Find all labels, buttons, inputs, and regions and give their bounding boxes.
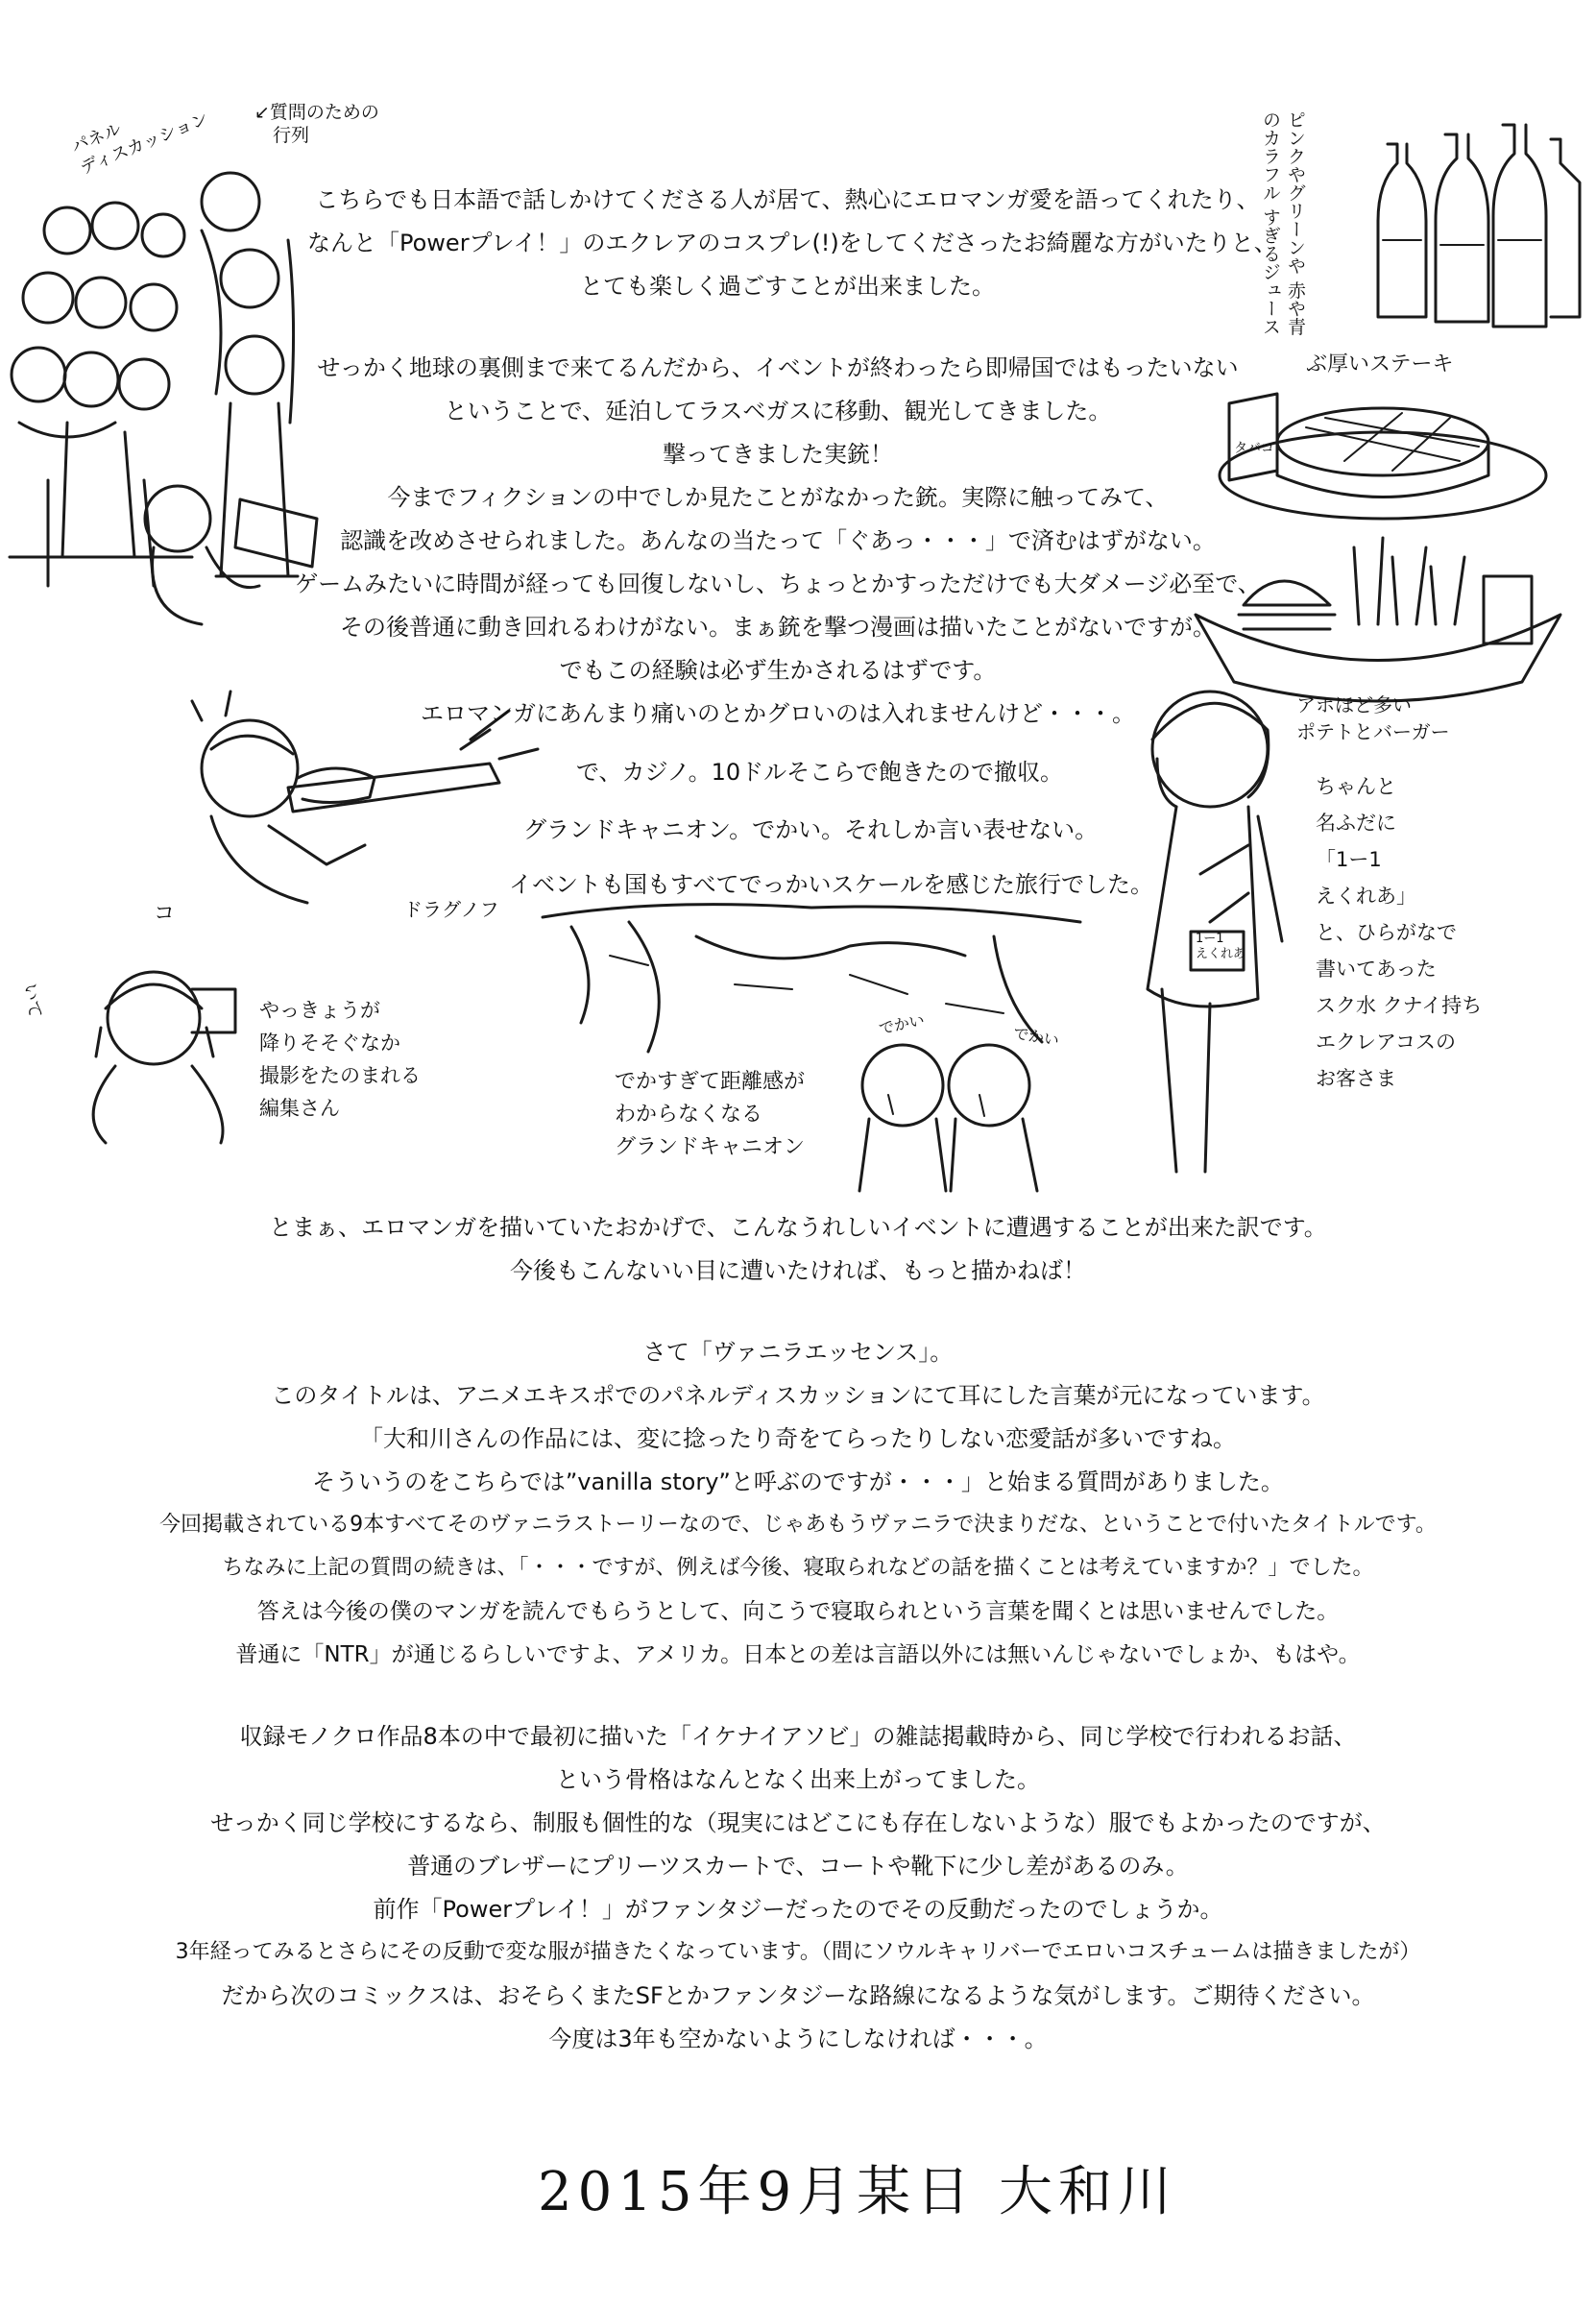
text-line: エロマンガにあんまり痛いのとかグロいのは入れませんけど・・・。	[421, 700, 1135, 727]
text-line: そういうのをこちらでは”vanilla story”と呼ぶのですが・・・」と始まる質問がありました。	[312, 1468, 1284, 1495]
text-line: 撃ってきました実銃！	[663, 441, 893, 468]
crowd-sketch	[10, 134, 326, 634]
text-line: 今回掲載されている9本すべてそのヴァニラストーリーなので、じゃあもうヴァニラで決まりだな、ということで付いたタイトルです。	[159, 1513, 1437, 1537]
steak-annotation: ぶ厚いステーキ	[1306, 352, 1454, 376]
panel-discussion-annotation: パネル ディスカッション	[68, 109, 212, 180]
event-line: イベントも国もすべてでっかいスケールを感じた旅行でした。	[509, 871, 1154, 898]
text-line: 3年経ってみるとさらにその反動で変な服が描きたくなっています。（間にソウルキャリバーでエロいコスチュームは描きましたが）	[175, 1940, 1421, 1964]
text-line: ゲームみたいに時間が経っても回復しないし、ちょっとかすっただけでも大ダメージ必至で、	[295, 570, 1261, 597]
fries-burger-annotation: アホほど多い ポテトとバーガー	[1296, 693, 1450, 743]
text-line: さて「ヴァニラエッセンス」。	[642, 1339, 954, 1366]
casino-line: で、カジノ。10ドルそこらで飽きたので撤収。	[576, 759, 1063, 786]
text-line: こちらでも日本語で話しかけてくださる人が居て、熱心にエロマンガ愛を語ってくれたり、	[315, 186, 1260, 213]
text-line: 今までフィクションの中でしか見たことがなかった銃。実際に触ってみて、	[387, 484, 1169, 511]
text-line: 収録モノクロ作品8本の中で最初に描いた「イケナイアソビ」の雑誌掲載時から、同じ学校で行われるお話、	[239, 1723, 1357, 1750]
text-line: でもこの経験は必ず生かされるはずです。	[559, 657, 997, 684]
signature: 2015年9月某日 大和川	[538, 2161, 1177, 2223]
text-line: だから次のコミックスは、おそらくまたSFとかファンタジーな路線になるような気がします。ご期待ください。	[221, 1982, 1375, 2009]
sfx-ite: いて	[19, 982, 45, 1020]
text-line: せっかく地球の裏側まで来てるんだから、イベントが終わったら即帰国ではもったいない	[317, 354, 1239, 381]
text-line: とても楽しく過ごすことが出来ました。	[580, 273, 995, 300]
name-tag-text: 1ー1 えくれあ	[1196, 932, 1246, 961]
cosplay-annotation: ちゃんと 名ふだに 「1ー1 えくれあ」 と、ひらがなで 書いてあった スク水 クナイ持ち エクレアコスの お客さま	[1316, 775, 1483, 1090]
canyon-line: グランドキャニオン。でかい。それしか言い表せない。	[523, 816, 1099, 843]
text-line: ちなみに上記の質問の続きは、「・・・ですが、例えば今後、寝取られなどの話を描くことは考えていますか？」でした。	[222, 1556, 1374, 1580]
text-line: ということで、延泊してラスベガスに移動、観光してきました。	[444, 398, 1112, 425]
text-line: せっかく同じ学校にするなら、制服も個性的な（現実にはどこにも存在しないような）服でもよかったのですが、	[210, 1809, 1386, 1836]
text-line: 今度は3年も空かないようにしなければ・・・。	[548, 2026, 1048, 2052]
text-line: なんと「Powerプレイ！」のエクレアのコスプレ(!)をしてくださったお綺麗な方がいたりと、	[307, 230, 1277, 256]
juice-annotation: ピンクやグリーンや 赤や青のカラフル すぎるジュース	[1260, 110, 1306, 336]
juice-bottles-sketch	[1359, 125, 1589, 336]
box-label-steak: タバコ	[1234, 441, 1274, 456]
sfx-ko: コ	[154, 902, 176, 926]
editor-annotation: やっきょうが 降りそそぐなか 撮影をたのまれる 編集さん	[259, 999, 421, 1120]
text-line: 今後もこんないい目に遭いたければ、もっと描かねば！	[510, 1257, 1086, 1284]
text-line: このタイトルは、アニメエキスポでのパネルディスカッションにて耳にした言葉が元になっています。	[271, 1382, 1325, 1409]
text-line: 答えは今後の僕のマンガを読んでもらうとして、向こうで寝取られという言葉を聞くとは思いませんでした。	[256, 1599, 1340, 1624]
text-line: 「大和川さんの作品には、変に捻ったり奇をてらったりしない恋愛話が多いですね。	[360, 1425, 1236, 1452]
text-line: という骨格はなんとなく出来上がってました。	[556, 1766, 1040, 1793]
text-line: 認識を改めさせられました。あんなの当たって「ぐあっ・・・」で済むはずがない。	[340, 527, 1216, 554]
dekai-annotation-1: でかい	[877, 1010, 927, 1038]
dekai-annotation-2: でかい	[1011, 1023, 1061, 1051]
onlookers-sketch	[845, 1028, 1056, 1191]
text-line: その後普通に動き回れるわけがない。まぁ銃を撃つ漫画は描いたことがないですが。	[340, 614, 1216, 641]
text-line: 前作「Powerプレイ！」がファンタジーだったのでその反動だったのでしょうか。	[373, 1896, 1223, 1923]
editor-sketch	[38, 951, 269, 1143]
dragunov-annotation: ドラグノフ	[403, 898, 499, 921]
text-line: とまぁ、エロマンガを描いていたおかげで、こんなうれしいイベントに遭遇することが出来た訳です。	[269, 1214, 1327, 1241]
text-line: 普通のブレザーにプリーツスカートで、コートや靴下に少し差があるのみ。	[407, 1853, 1189, 1880]
question-line-annotation: ↙質問のための 行列	[254, 102, 379, 146]
canyon-caption: でかすぎて距離感が わからなくなる グランドキャニオン	[615, 1070, 806, 1159]
text-line: 普通に「NTR」が通じるらしいですよ、アメリカ。日本との差は言語以外には無いんじゃないでしょか、もはや。	[235, 1642, 1361, 1667]
